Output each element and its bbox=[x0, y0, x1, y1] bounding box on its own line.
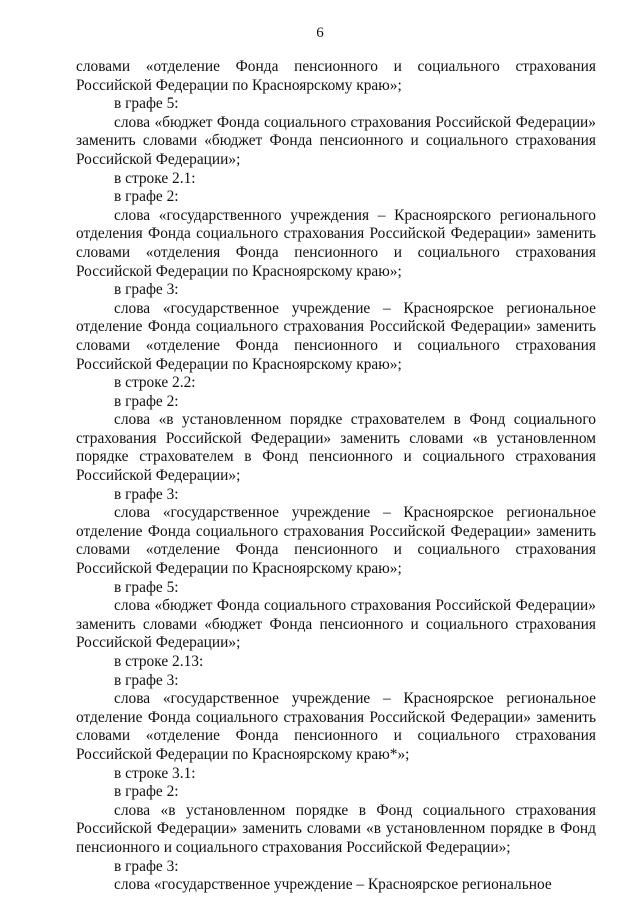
paragraph: в строке 2.2: bbox=[114, 374, 196, 392]
paragraph: в графе 2: bbox=[114, 188, 179, 206]
paragraph: слова «государственное учреждение – Красноярское региональное bbox=[114, 876, 552, 894]
paragraph: в графе 3: bbox=[114, 671, 179, 689]
paragraph: слова «государственное учреждение – Красноярское региональное отделение Фонда социального страхования Российской Федерации» заменить словами «отделение Фонда пенсионного и социального страхования Российской Федерации по Красноярскому краю»; bbox=[76, 299, 596, 373]
paragraph: в графе 2: bbox=[114, 783, 179, 801]
paragraph: в строке 3.1: bbox=[114, 764, 196, 782]
paragraph: в графе 3: bbox=[114, 857, 179, 875]
document-body bbox=[76, 58, 596, 895]
paragraph: в графе 3: bbox=[114, 281, 179, 299]
paragraph: словами «отделение Фонда пенсионного и социального страхования Российской Федерации по Красноярскому краю»; bbox=[76, 58, 596, 94]
paragraph: слова «государственное учреждение – Красноярское региональное отделение Фонда социального страхования Российской Федерации» заменить словами «отделение Фонда пенсионного и социального страхования Российской Федерации по Красноярскому краю*»; bbox=[76, 690, 596, 763]
paragraph: слова «бюджет Фонда социального страхования Российской Федерации» заменить словами «бюджет Фонда пенсионного и социального страхования Российской Федерации»; bbox=[76, 113, 596, 168]
paragraph: слова «государственного учреждения – Красноярского регионального отделения Фонда социального страхования Российской Федерации» заменить словами «отделения Фонда пенсионного и социального страхования Российской Федерации по Красноярскому краю»; bbox=[76, 206, 596, 280]
paragraph: в графе 2: bbox=[114, 392, 179, 410]
paragraph: слова «в установленном порядке в Фонд социального страхования Российской Федерации» заменить словами «в установленном порядке в Фонд пенсионного и социального страхования Российской Федерации»; bbox=[76, 801, 596, 856]
paragraph: слова «бюджет Фонда социального страхования Российской Федерации» заменить словами «бюджет Фонда пенсионного и социального страхования Российской Федерации»; bbox=[76, 597, 596, 652]
page-number: 6 bbox=[316, 25, 324, 41]
paragraph: слова «в установленном порядке страхователем в Фонд социального страхования Российской Федерации» заменить словами «в установленном порядке страхователем в Фонд пенсионного и социального страхования Российской Федерации»; bbox=[76, 411, 596, 485]
paragraph: слова «государственное учреждение – Красноярское региональное отделение Фонда социального страхования Российской Федерации» заменить словами «отделение Фонда пенсионного и социального страхования Российской Федерации по Красноярскому краю»; bbox=[76, 504, 596, 578]
paragraph: в строке 2.13: bbox=[114, 653, 204, 670]
paragraph: в графе 3: bbox=[114, 485, 179, 503]
paragraph: в графе 5: bbox=[114, 95, 179, 113]
paragraph: в строке 2.1: bbox=[114, 169, 196, 187]
paragraph: в графе 5: bbox=[114, 578, 179, 596]
